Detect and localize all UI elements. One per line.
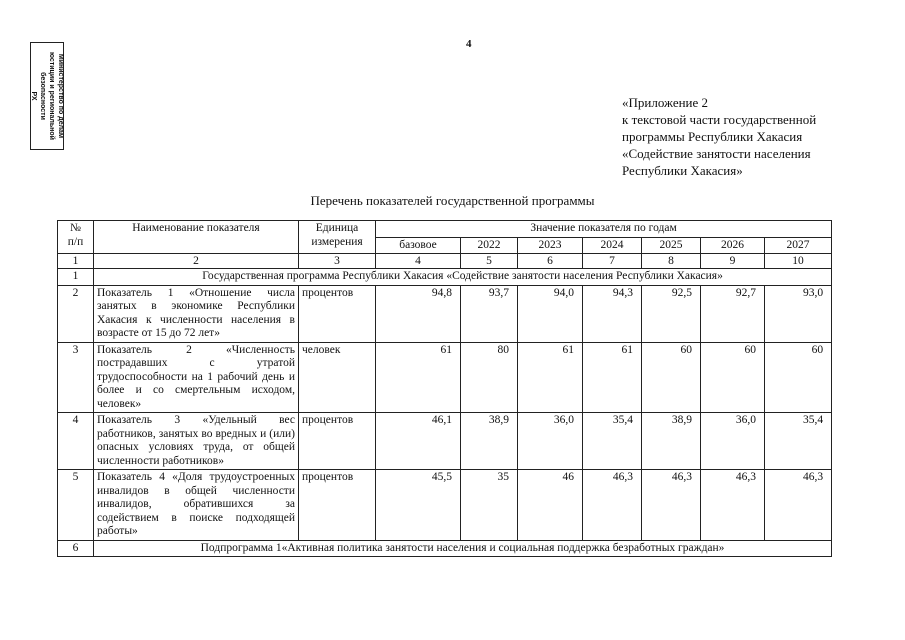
column-number: 7 bbox=[583, 254, 642, 269]
appendix-line: «Приложение 2 bbox=[622, 95, 709, 110]
table-row bbox=[58, 285, 832, 342]
header-row bbox=[58, 221, 832, 238]
value-cell: 38,9 bbox=[642, 413, 701, 470]
value-cell: 35 bbox=[461, 470, 518, 541]
section-row bbox=[58, 540, 832, 557]
column-number: 2 bbox=[94, 254, 299, 269]
value-cell: 60 bbox=[642, 342, 701, 413]
value-cell: 61 bbox=[518, 342, 583, 413]
value-cell: 80 bbox=[461, 342, 518, 413]
indicators-table bbox=[57, 220, 832, 557]
value-cell: 35,4 bbox=[765, 413, 832, 470]
value-cell: 45,5 bbox=[376, 470, 461, 541]
value-cell: 46,3 bbox=[765, 470, 832, 541]
indicator-name: Показатель 2 «Численность пострадавших с утратой трудоспособности на 1 рабочий день и более и со смертельным исходом, человек» bbox=[94, 342, 299, 413]
appendix-heading bbox=[622, 94, 840, 179]
indicator-name: Показатель 4 «Доля трудоустроенных инвалидов в общей численности инвалидов, обратившихся за содействием в поиске подходящей работы» bbox=[94, 470, 299, 541]
column-number: 5 bbox=[461, 254, 518, 269]
stamp-line: РХ bbox=[30, 91, 37, 101]
indicator-name: Показатель 1 «Отношение числа занятых в экономике Республики Хакасия к численности населения в возрасте от 15 до 72 лет» bbox=[94, 285, 299, 342]
appendix-line: программы Республики Хакасия bbox=[622, 129, 803, 144]
stamp-line: юстиции и региональной bbox=[48, 52, 55, 140]
column-number: 10 bbox=[765, 254, 832, 269]
page-number: 4 bbox=[466, 38, 472, 50]
section-title: Государственная программа Республики Хакасия «Содействие занятости населения Республики Хакасия» bbox=[94, 269, 832, 286]
indicator-unit: человек bbox=[299, 342, 376, 413]
table-row bbox=[58, 413, 832, 470]
year-cell: 2025 bbox=[642, 237, 701, 254]
value-cell: 92,7 bbox=[701, 285, 765, 342]
row-number: 4 bbox=[58, 413, 94, 470]
year-cell: 2022 bbox=[461, 237, 518, 254]
column-number: 8 bbox=[642, 254, 701, 269]
indicator-unit: процентов bbox=[299, 413, 376, 470]
header-unit bbox=[299, 221, 376, 254]
value-cell: 46,3 bbox=[583, 470, 642, 541]
value-cell: 60 bbox=[765, 342, 832, 413]
row-number: 5 bbox=[58, 470, 94, 541]
value-cell: 46,3 bbox=[642, 470, 701, 541]
column-number: 1 bbox=[58, 254, 94, 269]
year-cell: 2024 bbox=[583, 237, 642, 254]
value-cell: 46 bbox=[518, 470, 583, 541]
indicator-unit: процентов bbox=[299, 285, 376, 342]
header-num-line: п/п bbox=[67, 235, 84, 248]
value-cell: 92,5 bbox=[642, 285, 701, 342]
appendix-line: Республики Хакасия» bbox=[622, 163, 743, 178]
year-cell: 2027 bbox=[765, 237, 832, 254]
value-cell: 35,4 bbox=[583, 413, 642, 470]
year-cell: 2023 bbox=[518, 237, 583, 254]
value-cell: 36,0 bbox=[518, 413, 583, 470]
row-number: 6 bbox=[58, 540, 94, 557]
header-name: Наименование показателя bbox=[94, 221, 299, 254]
document-title: Перечень показателей государственной программы bbox=[310, 193, 595, 208]
row-number: 1 bbox=[58, 269, 94, 286]
indicator-name: Показатель 3 «Удельный вес работников, занятых во вредных и (или) опасных условиях труда, от общей численности работников» bbox=[94, 413, 299, 470]
header-values-group: Значение показателя по годам bbox=[376, 221, 832, 238]
column-number: 6 bbox=[518, 254, 583, 269]
indicator-unit: процентов bbox=[299, 470, 376, 541]
value-cell: 36,0 bbox=[701, 413, 765, 470]
column-number: 3 bbox=[299, 254, 376, 269]
row-number: 3 bbox=[58, 342, 94, 413]
value-cell: 94,8 bbox=[376, 285, 461, 342]
header-num bbox=[58, 221, 94, 254]
value-cell: 60 bbox=[701, 342, 765, 413]
appendix-line: «Содействие занятости населения bbox=[622, 146, 811, 161]
value-cell: 46,3 bbox=[701, 470, 765, 541]
value-cell: 94,0 bbox=[518, 285, 583, 342]
value-cell: 93,7 bbox=[461, 285, 518, 342]
value-cell: 46,1 bbox=[376, 413, 461, 470]
year-cell: базовое bbox=[376, 237, 461, 254]
column-number: 9 bbox=[701, 254, 765, 269]
stamp-line: Министерство по делам bbox=[57, 53, 64, 139]
value-cell: 61 bbox=[376, 342, 461, 413]
row-number: 2 bbox=[58, 285, 94, 342]
column-numbers-row bbox=[58, 254, 832, 269]
year-cell: 2026 bbox=[701, 237, 765, 254]
registration-stamp bbox=[30, 42, 64, 150]
value-cell: 94,3 bbox=[583, 285, 642, 342]
appendix-line: к текстовой части государственной bbox=[622, 112, 817, 127]
header-unit-line: Единица bbox=[315, 222, 359, 234]
column-number: 4 bbox=[376, 254, 461, 269]
value-cell: 61 bbox=[583, 342, 642, 413]
value-cell: 38,9 bbox=[461, 413, 518, 470]
header-unit-line: измерения bbox=[311, 235, 363, 248]
header-num-line: № bbox=[70, 222, 81, 234]
table-row bbox=[58, 342, 832, 413]
table-row bbox=[58, 470, 832, 541]
value-cell: 93,0 bbox=[765, 285, 832, 342]
stamp-line: безопасности bbox=[39, 72, 46, 120]
section-row bbox=[58, 269, 832, 286]
section-title: Подпрограмма 1«Активная политика занятости населения и социальная поддержка безработных граждан» bbox=[94, 540, 832, 557]
